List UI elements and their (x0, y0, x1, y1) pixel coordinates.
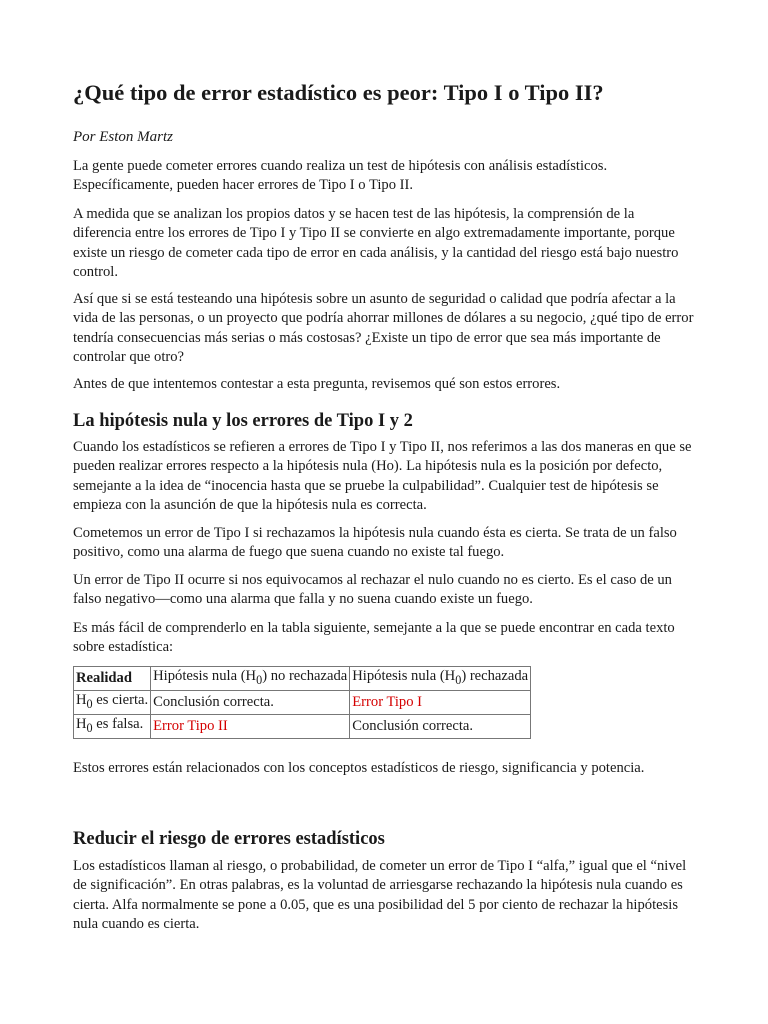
table-row-label: $H_0$ es cierta. (74, 690, 151, 714)
section-heading-null-hypothesis: La hipótesis nula y los errores de Tipo I y 2 (73, 411, 413, 431)
section1-paragraph-3: Un error de Tipo II ocurre si nos equivocamos al rechazar el nulo cuando no es cierto. Es el caso de un falso negativo—como una alarma que falla y no suena cuando existe un fuego. (73, 572, 672, 608)
table-row (74, 690, 531, 714)
table-cell-type-i-error: Error Tipo I (350, 690, 531, 714)
section2-paragraph: Los estadísticos llaman al riesgo, o probabilidad, de cometer un error de Tipo I “alfa,” igual que el “nivel de significación”. En otras palabras, es la voluntad de arriesgarse rechazando la hipótesis nula cuando es cierta. Alfa normalmente se pone a 0.05, que es una posibilidad del 5 por ciento de rechazar la hipótesis nula cuando es cierta. (73, 858, 687, 932)
table-row-label: $H_0$ es falsa. (74, 714, 151, 738)
author-byline: Por Eston Martz (73, 129, 174, 145)
table-cell: Conclusión correcta. (350, 714, 531, 738)
page-title: ¿Qué tipo de error estadístico es peor: Tipo I o Tipo II? (73, 80, 604, 105)
table-header-not-rejected: Hipótesis nula $(H_0)$ no rechazada (151, 667, 350, 691)
section1-paragraph-4: Es más fácil de comprenderlo en la tabla siguiente, semejante a la que se puede encontrar en cada texto sobre estadística: (73, 620, 675, 656)
table-header-reality: Realidad (74, 667, 151, 691)
intro-paragraph-2: A medida que se analizan los propios datos y se hacen test de las hipótesis, la comprensión de la diferencia entre los errores de Tipo I y Tipo II se convierte en algo extremadamente importante, porque existe un riesgo de cometer cada tipo de error en cada análisis, y la cantidad del riesgo está bajo nuestro control. (73, 206, 679, 280)
after-table-paragraph: Estos errores están relacionados con los conceptos estadísticos de riesgo, significancia y potencia. (73, 760, 645, 776)
table-header-row (74, 667, 531, 691)
intro-paragraph-1: La gente puede cometer errores cuando realiza un test de hipótesis con análisis estadísticos. Específicamente, pueden hacer errores de Tipo I o Tipo II. (73, 158, 608, 194)
table-row (74, 714, 531, 738)
section1-paragraph-2: Cometemos un error de Tipo I si rechazamos la hipótesis nula cuando ésta es cierta. Se trata de un falso positivo, como una alarma de fuego que suena cuando no existe tal fuego. (73, 525, 677, 561)
intro-paragraph-3: Así que si se está testeando una hipótesis sobre un asunto de seguridad o calidad que podría afectar a la vida de las personas, o un proyecto que podría ahorrar millones de dólares a su negocio, ¿qué tipo de error tendría consecuencias más serias o más costosas? ¿Existe un tipo de error que sea más importante de controlar que otro? (73, 291, 694, 365)
intro-paragraph-4: Antes de que intentemos contestar a esta pregunta, revisemos qué son estos errores. (73, 376, 561, 392)
table-header-rejected: Hipótesis nula $(H_0)$ rechazada (350, 667, 531, 691)
table-cell-type-ii-error: Error Tipo II (151, 714, 350, 738)
section-heading-reduce-risk: Reducir el riesgo de errores estadísticos (73, 829, 385, 849)
error-types-table (73, 666, 531, 739)
section1-paragraph-1: Cuando los estadísticos se refieren a errores de Tipo I y Tipo II, nos referimos a las dos maneras en que se pueden realizar errores respecto a la hipótesis nula (Ho). La hipótesis nula es la posición por defecto, semejante a la idea de “inocencia hasta que se pruebe la culpabilidad”. Cualquier test de hipótesis se empieza con la asunción de que la hipótesis nula es correcta. (73, 439, 692, 513)
table-cell: Conclusión correcta. (151, 690, 350, 714)
